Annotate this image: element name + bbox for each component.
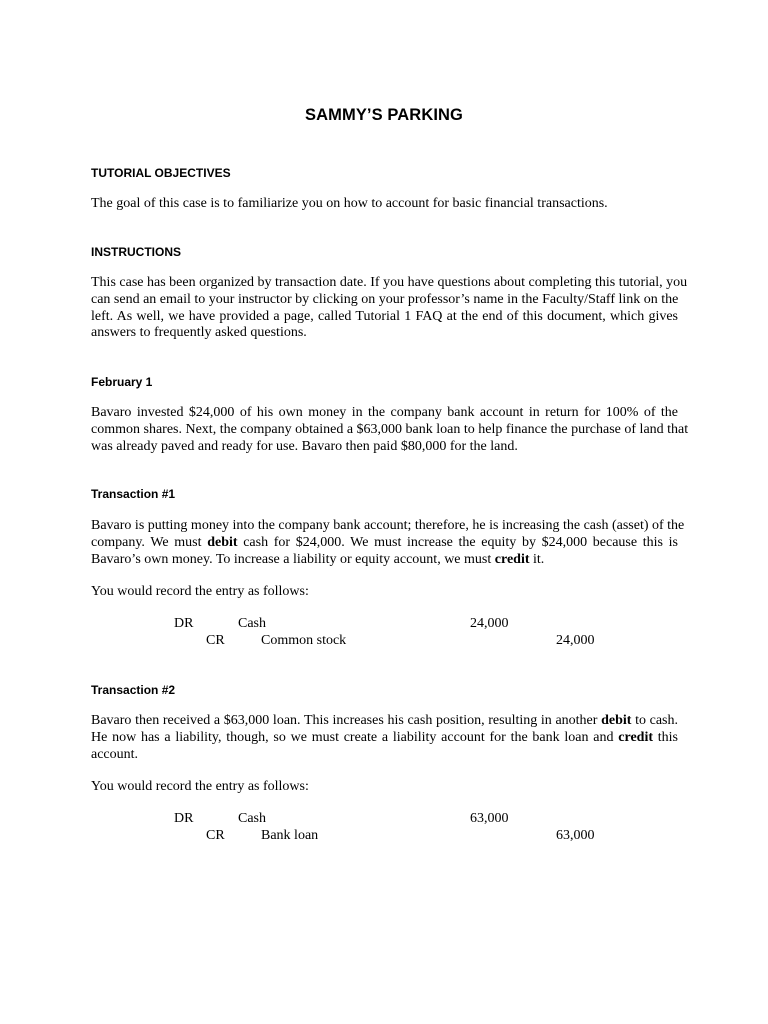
instructions-line: left. As well, we have provided a page, called Tutorial 1 FAQ at the end of this document, which gives xyxy=(91,308,678,324)
debit-term: debit xyxy=(207,534,238,550)
instructions-line: can send an email to your instructor by clicking on your professor’s name in the Faculty/Staff link on the xyxy=(91,291,679,307)
transaction-1-line: company. We must debit cash for $24,000. We must increase the equity by $24,000 because this is xyxy=(91,534,678,550)
tutorial-objectives-text: The goal of this case is to familiarize you on how to account for basic financial transactions. xyxy=(91,196,608,211)
transaction-2-line: account. xyxy=(91,746,139,762)
entry-1-cr-account: Common stock xyxy=(261,633,347,648)
page-title: SAMMY’S PARKING xyxy=(305,106,463,124)
entry-2-dr-amount: 63,000 xyxy=(470,811,509,826)
transaction-2-line: He now has a liability, though, so we must create a liability account for the bank loan and credit this xyxy=(91,729,678,745)
february-1-line: was already paved and ready for use. Bavaro then paid $80,000 for the land. xyxy=(91,438,518,454)
february-1-paragraph xyxy=(91,405,689,455)
transaction-2-paragraph xyxy=(91,713,678,763)
transaction-1-record-text: You would record the entry as follows: xyxy=(91,584,309,599)
february-1-heading: February 1 xyxy=(91,375,153,389)
instructions-line: answers to frequently asked questions. xyxy=(91,325,307,341)
credit-term: credit xyxy=(618,729,653,745)
entry-1-cr-label: CR xyxy=(206,633,225,648)
tutorial-objectives-heading: TUTORIAL OBJECTIVES xyxy=(91,166,231,180)
entry-1-dr-label: DR xyxy=(174,616,194,631)
entry-1-dr-amount: 24,000 xyxy=(470,616,509,631)
entry-2-cr-amount: 63,000 xyxy=(556,828,595,843)
entry-2-dr-account: Cash xyxy=(238,811,266,826)
entry-1-dr-account: Cash xyxy=(238,616,266,631)
transaction-2-line: Bavaro then received a $63,000 loan. This increases his cash position, resulting in another debit to cash. xyxy=(91,713,678,728)
instructions-heading: INSTRUCTIONS xyxy=(91,245,181,259)
entry-2-cr-label: CR xyxy=(206,828,225,843)
instructions-paragraph xyxy=(91,275,688,342)
transaction-1-line: Bavaro’s own money. To increase a liability or equity account, we must credit it. xyxy=(91,551,545,567)
debit-term: debit xyxy=(601,713,632,728)
february-1-line: common shares. Next, the company obtained a $63,000 bank loan to help finance the purchase of land that xyxy=(91,421,689,437)
instructions-line: This case has been organized by transaction date. If you have questions about completing this tutorial, you xyxy=(91,275,688,290)
transaction-1-heading: Transaction #1 xyxy=(91,487,176,501)
transaction-2-heading: Transaction #2 xyxy=(91,683,176,697)
entry-1-cr-amount: 24,000 xyxy=(556,633,595,648)
transaction-1-line: Bavaro is putting money into the company bank account; therefore, he is increasing the cash (asset) of the xyxy=(91,518,685,533)
february-1-line: Bavaro invested $24,000 of his own money in the company bank account in return for 100% of the xyxy=(91,405,678,420)
entry-2-cr-account: Bank loan xyxy=(261,828,319,843)
entry-2-dr-label: DR xyxy=(174,811,194,826)
credit-term: credit xyxy=(494,551,530,567)
transaction-2-record-text: You would record the entry as follows: xyxy=(91,779,309,794)
transaction-1-paragraph xyxy=(91,518,685,568)
